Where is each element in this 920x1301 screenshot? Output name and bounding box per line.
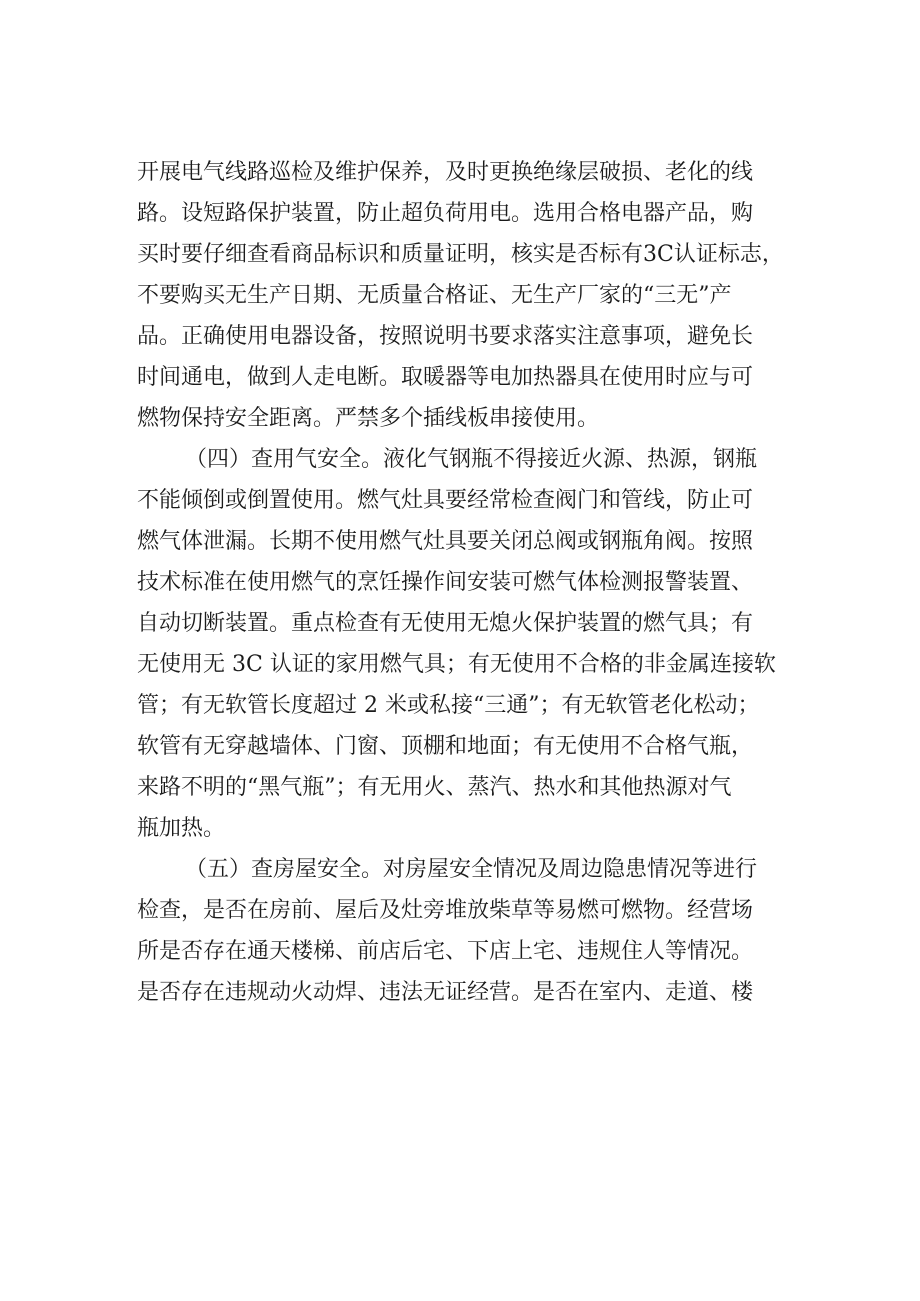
text-line: 品。正确使用电器设备，按照说明书要求落实注意事项，避免长 <box>137 324 754 349</box>
section-five-heading-line: （五）查房屋安全。对房屋安全情况及周边隐患情况等进行 <box>185 857 758 882</box>
document-body <box>137 152 797 1013</box>
text-line: 管；有无软管长度超过 2 米或私接“三通”；有无软管老化松动； <box>137 693 760 718</box>
text-line: 软管有无穿越墙体、门窗、顶棚和地面；有无使用不合格气瓶， <box>137 734 754 759</box>
text-line: 开展电气线路巡检及维护保养，及时更换绝缘层破损、老化的线 <box>137 160 754 185</box>
text-line: 不能倾倒或倒置使用。燃气灶具要经常检查阀门和管线，防止可 <box>137 488 754 513</box>
text-line: 是否存在违规动火动焊、违法无证经营。是否在室内、走道、楼 <box>137 980 754 1005</box>
text-line: 路。设短路保护装置，防止超负荷用电。选用合格电器产品，购 <box>137 201 754 226</box>
text-line: 买时要仔细查看商品标识和质量证明，核实是否标有3C认证标志， <box>137 242 784 267</box>
text-line: 燃气体泄漏。长期不使用燃气灶具要关闭总阀或钢瓶角阀。按照 <box>137 529 754 554</box>
text-line: 自动切断装置。重点检查有无使用无熄火保护装置的燃气具；有 <box>137 611 754 636</box>
text-line: 燃物保持安全距离。严禁多个插线板串接使用。 <box>137 406 600 431</box>
text-line: 检查，是否在房前、屋后及灶旁堆放柴草等易燃可燃物。经营场 <box>137 898 754 923</box>
text-line: 所是否存在通天楼梯、前店后宅、下店上宅、违规住人等情况。 <box>137 939 754 964</box>
text-line: 来路不明的“黑气瓶”；有无用火、蒸汽、热水和其他热源对气 <box>137 775 732 800</box>
section-four-heading-line: （四）查用气安全。液化气钢瓶不得接近火源、热源，钢瓶 <box>185 447 758 472</box>
text-line: 无使用无 3C 认证的家用燃气具；有无使用不合格的非金属连接软 <box>137 652 776 677</box>
text-line: 时间通电，做到人走电断。取暖器等电加热器具在使用时应与可 <box>137 365 754 390</box>
text-line: 不要购买无生产日期、无质量合格证、无生产厂家的“三无”产 <box>137 283 732 308</box>
text-line: 技术标准在使用燃气的烹饪操作间安装可燃气体检测报警装置、 <box>137 570 754 595</box>
text-line: 瓶加热。 <box>137 816 226 841</box>
